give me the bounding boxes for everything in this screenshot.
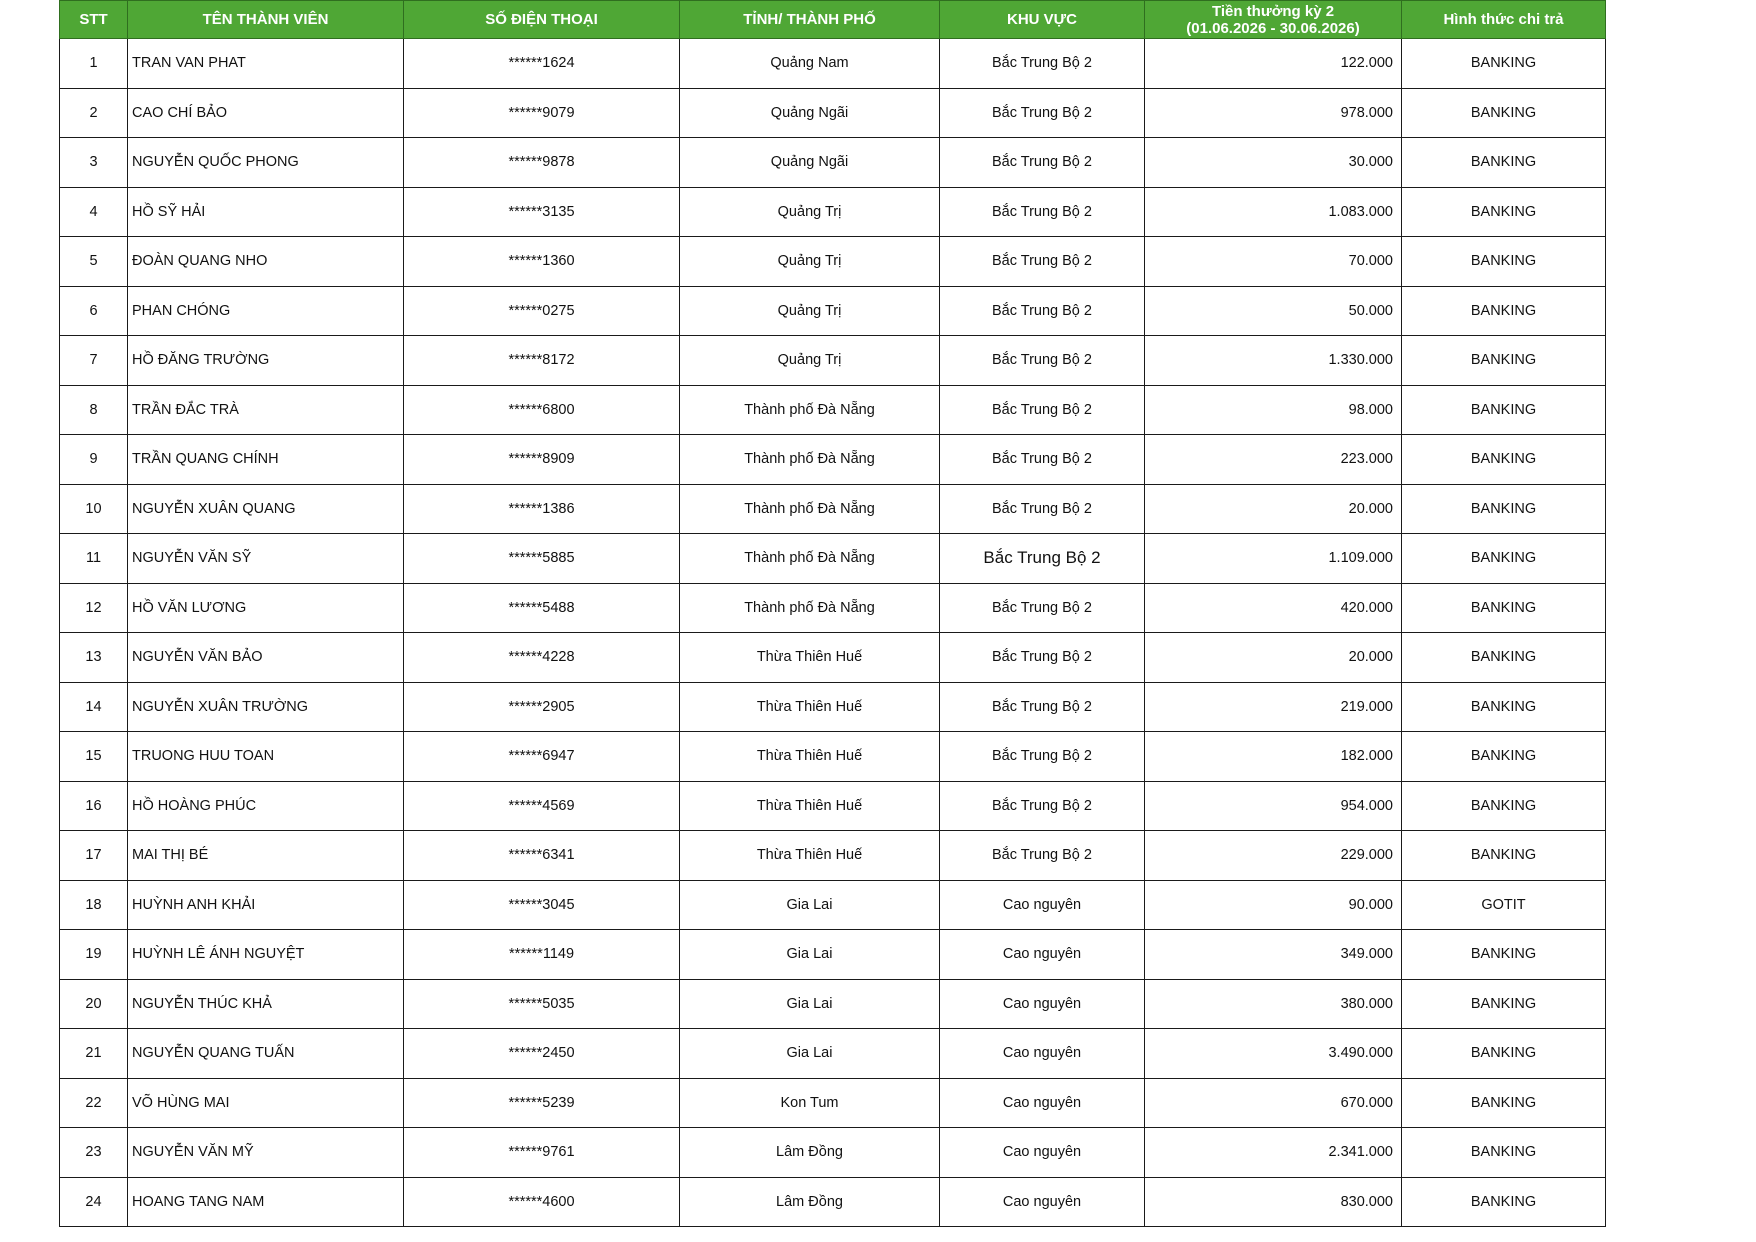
- cell-area: Bắc Trung Bộ 2: [940, 435, 1145, 485]
- cell-payment: BANKING: [1402, 385, 1606, 435]
- cell-stt: 2: [60, 88, 128, 138]
- cell-amount: 1.109.000: [1145, 534, 1402, 584]
- cell-member-name: HUỲNH ANH KHẢI: [128, 880, 404, 930]
- cell-province: Thừa Thiên Huế: [680, 781, 940, 831]
- cell-payment: BANKING: [1402, 732, 1606, 782]
- cell-province: Gia Lai: [680, 880, 940, 930]
- cell-stt: 1: [60, 39, 128, 89]
- cell-province: Thừa Thiên Huế: [680, 682, 940, 732]
- cell-province: Thành phố Đà Nẵng: [680, 385, 940, 435]
- cell-amount: 182.000: [1145, 732, 1402, 782]
- cell-phone: ******0275: [404, 286, 680, 336]
- cell-payment: BANKING: [1402, 682, 1606, 732]
- cell-payment: BANKING: [1402, 583, 1606, 633]
- cell-phone: ******4569: [404, 781, 680, 831]
- cell-phone: ******5239: [404, 1078, 680, 1128]
- cell-phone: ******5488: [404, 583, 680, 633]
- cell-stt: 22: [60, 1078, 128, 1128]
- header-amount: [1145, 1, 1402, 39]
- cell-member-name: NGUYỄN XUÂN QUANG: [128, 484, 404, 534]
- table-row: [60, 484, 1606, 534]
- cell-phone: ******5035: [404, 979, 680, 1029]
- table-row: [60, 385, 1606, 435]
- cell-area: Bắc Trung Bộ 2: [940, 583, 1145, 633]
- cell-payment: GOTIT: [1402, 880, 1606, 930]
- table-row: [60, 336, 1606, 386]
- cell-area: Cao nguyên: [940, 1078, 1145, 1128]
- cell-amount: 229.000: [1145, 831, 1402, 881]
- table-row: [60, 435, 1606, 485]
- cell-province: Lâm Đồng: [680, 1128, 940, 1178]
- cell-area: Cao nguyên: [940, 880, 1145, 930]
- table-row: [60, 39, 1606, 89]
- cell-stt: 18: [60, 880, 128, 930]
- cell-province: Quảng Trị: [680, 336, 940, 386]
- table-row: [60, 781, 1606, 831]
- cell-area: Cao nguyên: [940, 930, 1145, 980]
- cell-area: Bắc Trung Bộ 2: [940, 88, 1145, 138]
- cell-payment: BANKING: [1402, 1128, 1606, 1178]
- table-row: [60, 187, 1606, 237]
- cell-amount: 670.000: [1145, 1078, 1402, 1128]
- table-row: [60, 534, 1606, 584]
- cell-stt: 7: [60, 336, 128, 386]
- cell-member-name: HOANG TANG NAM: [128, 1177, 404, 1227]
- cell-area: Bắc Trung Bộ 2: [940, 187, 1145, 237]
- cell-province: Thừa Thiên Huế: [680, 633, 940, 683]
- cell-amount: 830.000: [1145, 1177, 1402, 1227]
- table-row: [60, 286, 1606, 336]
- cell-area: Bắc Trung Bộ 2: [940, 138, 1145, 188]
- cell-area: Bắc Trung Bộ 2: [940, 831, 1145, 881]
- table-row: [60, 732, 1606, 782]
- cell-phone: ******2905: [404, 682, 680, 732]
- cell-amount: 219.000: [1145, 682, 1402, 732]
- cell-payment: BANKING: [1402, 336, 1606, 386]
- cell-member-name: PHAN CHÓNG: [128, 286, 404, 336]
- cell-phone: ******6341: [404, 831, 680, 881]
- table-row: [60, 831, 1606, 881]
- cell-province: Quảng Trị: [680, 187, 940, 237]
- cell-member-name: TRẦN ĐẮC TRÀ: [128, 385, 404, 435]
- cell-province: Lâm Đồng: [680, 1177, 940, 1227]
- cell-stt: 21: [60, 1029, 128, 1079]
- cell-province: Thừa Thiên Huế: [680, 732, 940, 782]
- cell-stt: 17: [60, 831, 128, 881]
- cell-member-name: HỒ VĂN LƯƠNG: [128, 583, 404, 633]
- cell-area: Bắc Trung Bộ 2: [940, 732, 1145, 782]
- cell-amount: 50.000: [1145, 286, 1402, 336]
- cell-stt: 5: [60, 237, 128, 287]
- cell-payment: BANKING: [1402, 88, 1606, 138]
- cell-stt: 4: [60, 187, 128, 237]
- cell-amount: 90.000: [1145, 880, 1402, 930]
- cell-member-name: NGUYỄN VĂN SỸ: [128, 534, 404, 584]
- cell-area: Bắc Trung Bộ 2: [940, 286, 1145, 336]
- cell-member-name: NGUYỄN XUÂN TRƯỜNG: [128, 682, 404, 732]
- cell-member-name: NGUYỄN VĂN MỸ: [128, 1128, 404, 1178]
- cell-amount: 954.000: [1145, 781, 1402, 831]
- cell-phone: ******1360: [404, 237, 680, 287]
- cell-member-name: NGUYỄN QUỐC PHONG: [128, 138, 404, 188]
- cell-phone: ******6947: [404, 732, 680, 782]
- header-phone: SỐ ĐIỆN THOẠI: [404, 1, 680, 39]
- table-row: [60, 682, 1606, 732]
- cell-province: Thành phố Đà Nẵng: [680, 534, 940, 584]
- cell-area: Bắc Trung Bộ 2: [940, 237, 1145, 287]
- header-payment: Hình thức chi trả: [1402, 1, 1606, 39]
- cell-area: Bắc Trung Bộ 2: [940, 633, 1145, 683]
- cell-stt: 20: [60, 979, 128, 1029]
- cell-amount: 2.341.000: [1145, 1128, 1402, 1178]
- cell-stt: 15: [60, 732, 128, 782]
- cell-phone: ******5885: [404, 534, 680, 584]
- cell-member-name: HỒ ĐĂNG TRƯỜNG: [128, 336, 404, 386]
- cell-member-name: HỒ HOÀNG PHÚC: [128, 781, 404, 831]
- cell-phone: ******4228: [404, 633, 680, 683]
- cell-province: Kon Tum: [680, 1078, 940, 1128]
- cell-stt: 14: [60, 682, 128, 732]
- cell-payment: BANKING: [1402, 39, 1606, 89]
- cell-payment: BANKING: [1402, 781, 1606, 831]
- header-amount-period: (01.06.2026 - 30.06.2026): [1186, 19, 1360, 37]
- cell-payment: BANKING: [1402, 831, 1606, 881]
- cell-member-name: ĐOÀN QUANG NHO: [128, 237, 404, 287]
- cell-phone: ******1149: [404, 930, 680, 980]
- cell-amount: 1.330.000: [1145, 336, 1402, 386]
- cell-amount: 98.000: [1145, 385, 1402, 435]
- cell-area: Cao nguyên: [940, 1029, 1145, 1079]
- cell-area: Cao nguyên: [940, 1177, 1145, 1227]
- cell-area: Bắc Trung Bộ 2: [940, 682, 1145, 732]
- table-row: [60, 979, 1606, 1029]
- cell-province: Quảng Trị: [680, 286, 940, 336]
- cell-amount: 70.000: [1145, 237, 1402, 287]
- cell-phone: ******9761: [404, 1128, 680, 1178]
- table-row: [60, 1177, 1606, 1227]
- cell-area: Bắc Trung Bộ 2: [940, 336, 1145, 386]
- cell-member-name: MAI THỊ BÉ: [128, 831, 404, 881]
- cell-phone: ******3135: [404, 187, 680, 237]
- table-row: [60, 1029, 1606, 1079]
- cell-payment: BANKING: [1402, 534, 1606, 584]
- cell-stt: 19: [60, 930, 128, 980]
- cell-province: Quảng Ngãi: [680, 138, 940, 188]
- cell-payment: BANKING: [1402, 138, 1606, 188]
- header-province: TỈNH/ THÀNH PHỐ: [680, 1, 940, 39]
- reward-sheet: [59, 0, 1605, 1227]
- cell-phone: ******1624: [404, 39, 680, 89]
- cell-payment: BANKING: [1402, 633, 1606, 683]
- cell-phone: ******3045: [404, 880, 680, 930]
- cell-area: Cao nguyên: [940, 979, 1145, 1029]
- cell-stt: 11: [60, 534, 128, 584]
- cell-province: Thành phố Đà Nẵng: [680, 583, 940, 633]
- table-row: [60, 1128, 1606, 1178]
- cell-amount: 349.000: [1145, 930, 1402, 980]
- cell-phone: ******1386: [404, 484, 680, 534]
- table-row: [60, 583, 1606, 633]
- header-stt: STT: [60, 1, 128, 39]
- cell-member-name: NGUYỄN VĂN BẢO: [128, 633, 404, 683]
- cell-area: Bắc Trung Bộ 2: [940, 39, 1145, 89]
- cell-payment: BANKING: [1402, 1029, 1606, 1079]
- cell-payment: BANKING: [1402, 1177, 1606, 1227]
- cell-province: Thành phố Đà Nẵng: [680, 435, 940, 485]
- table-row: [60, 1078, 1606, 1128]
- cell-amount: 3.490.000: [1145, 1029, 1402, 1079]
- cell-stt: 6: [60, 286, 128, 336]
- cell-area: Bắc Trung Bộ 2: [940, 385, 1145, 435]
- cell-amount: 122.000: [1145, 39, 1402, 89]
- table-row: [60, 880, 1606, 930]
- cell-province: Thừa Thiên Huế: [680, 831, 940, 881]
- cell-amount: 223.000: [1145, 435, 1402, 485]
- cell-member-name: VÕ HÙNG MAI: [128, 1078, 404, 1128]
- cell-stt: 9: [60, 435, 128, 485]
- cell-phone: ******8909: [404, 435, 680, 485]
- cell-stt: 12: [60, 583, 128, 633]
- cell-member-name: NGUYỄN THÚC KHẢ: [128, 979, 404, 1029]
- cell-member-name: CAO CHÍ BẢO: [128, 88, 404, 138]
- cell-phone: ******9878: [404, 138, 680, 188]
- cell-area: Bắc Trung Bộ 2: [940, 534, 1145, 584]
- cell-phone: ******9079: [404, 88, 680, 138]
- cell-province: Quảng Nam: [680, 39, 940, 89]
- cell-payment: BANKING: [1402, 484, 1606, 534]
- cell-payment: BANKING: [1402, 979, 1606, 1029]
- cell-area: Bắc Trung Bộ 2: [940, 484, 1145, 534]
- header-member-name: TÊN THÀNH VIÊN: [128, 1, 404, 39]
- cell-member-name: NGUYỄN QUANG TUẤN: [128, 1029, 404, 1079]
- cell-area: Bắc Trung Bộ 2: [940, 781, 1145, 831]
- cell-amount: 1.083.000: [1145, 187, 1402, 237]
- cell-amount: 380.000: [1145, 979, 1402, 1029]
- cell-area: Cao nguyên: [940, 1128, 1145, 1178]
- cell-phone: ******8172: [404, 336, 680, 386]
- cell-stt: 24: [60, 1177, 128, 1227]
- cell-member-name: TRẦN QUANG CHÍNH: [128, 435, 404, 485]
- cell-amount: 420.000: [1145, 583, 1402, 633]
- cell-amount: 978.000: [1145, 88, 1402, 138]
- cell-stt: 16: [60, 781, 128, 831]
- table-row: [60, 633, 1606, 683]
- cell-payment: BANKING: [1402, 187, 1606, 237]
- cell-stt: 3: [60, 138, 128, 188]
- cell-province: Quảng Trị: [680, 237, 940, 287]
- header-area: KHU VỰC: [940, 1, 1145, 39]
- cell-payment: BANKING: [1402, 237, 1606, 287]
- cell-phone: ******4600: [404, 1177, 680, 1227]
- cell-stt: 10: [60, 484, 128, 534]
- cell-amount: 20.000: [1145, 484, 1402, 534]
- reward-table: [59, 0, 1606, 1227]
- cell-stt: 23: [60, 1128, 128, 1178]
- cell-phone: ******6800: [404, 385, 680, 435]
- cell-amount: 30.000: [1145, 138, 1402, 188]
- cell-province: Gia Lai: [680, 979, 940, 1029]
- table-row: [60, 138, 1606, 188]
- table-row: [60, 237, 1606, 287]
- cell-province: Gia Lai: [680, 930, 940, 980]
- cell-province: Thành phố Đà Nẵng: [680, 484, 940, 534]
- cell-member-name: TRAN VAN PHAT: [128, 39, 404, 89]
- cell-payment: BANKING: [1402, 286, 1606, 336]
- cell-payment: BANKING: [1402, 1078, 1606, 1128]
- cell-province: Quảng Ngãi: [680, 88, 940, 138]
- cell-stt: 8: [60, 385, 128, 435]
- header-amount-title: Tiền thưởng kỳ 2: [1211, 2, 1335, 20]
- cell-payment: BANKING: [1402, 435, 1606, 485]
- table-row: [60, 88, 1606, 138]
- table-header: [60, 1, 1606, 39]
- cell-phone: ******2450: [404, 1029, 680, 1079]
- table-row: [60, 930, 1606, 980]
- cell-amount: 20.000: [1145, 633, 1402, 683]
- header-row: [60, 1, 1606, 39]
- cell-payment: BANKING: [1402, 930, 1606, 980]
- cell-member-name: HỒ SỸ HẢI: [128, 187, 404, 237]
- table-body: [60, 39, 1606, 1227]
- cell-member-name: HUỲNH LÊ ÁNH NGUYỆT: [128, 930, 404, 980]
- cell-province: Gia Lai: [680, 1029, 940, 1079]
- cell-member-name: TRUONG HUU TOAN: [128, 732, 404, 782]
- cell-stt: 13: [60, 633, 128, 683]
